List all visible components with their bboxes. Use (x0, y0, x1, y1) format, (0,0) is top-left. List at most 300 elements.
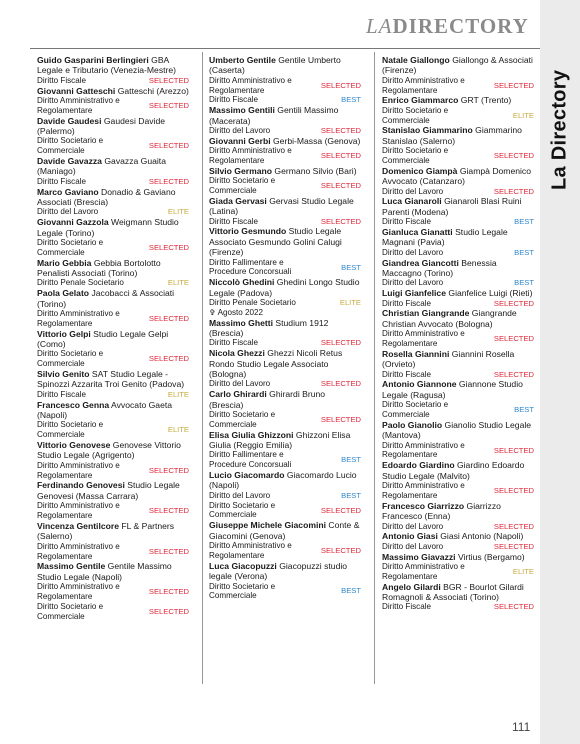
lawyer-name: Antonio Giasi (382, 531, 438, 542)
lawyer-name: Rosella Giannini (382, 348, 450, 359)
ranking-badge: SELECTED (148, 354, 189, 364)
section-label: La Directory (548, 69, 571, 191)
firm-name: Giarrizzo Francesco (Enna) (382, 500, 501, 522)
ranking-badge: SELECTED (148, 141, 189, 151)
entry-heading (382, 552, 534, 562)
directory-entry (382, 95, 534, 125)
ranking-badge: SELECTED (148, 75, 189, 85)
practice-area: Diritto del Lavoro (382, 247, 444, 257)
firm-name: GBA Legale e Tributario (Venezia-Mestre) (37, 55, 177, 76)
entry-note: ✞ Agosto 2022 (209, 307, 264, 317)
page-number: 111 (512, 720, 531, 734)
practice-row (37, 390, 189, 400)
practice-area: Diritto del Lavoro (209, 126, 271, 136)
directory-entry (382, 501, 534, 532)
lawyer-name: Silvio Germano (209, 165, 273, 176)
practice-row (209, 76, 361, 96)
ranking-badge: ELITE (512, 110, 534, 120)
practice-area: Diritto Fiscale (209, 216, 259, 226)
practice-row (37, 582, 189, 602)
ranking-badge: SELECTED (320, 545, 361, 555)
ranking-badge: SELECTED (320, 338, 361, 348)
directory-entry (382, 582, 534, 613)
entry-heading (37, 480, 189, 501)
lawyer-name: Christian Giangrande (382, 308, 470, 319)
entry-heading (382, 125, 534, 146)
practice-row (209, 146, 361, 166)
lawyer-name: Giada Gervasi (209, 195, 267, 206)
practice-area: Diritto del Lavoro (209, 490, 271, 500)
entry-heading (209, 277, 361, 298)
directory-column-1 (37, 55, 189, 621)
directory-entry (382, 349, 534, 380)
practice-area: Diritto Fiscale (382, 369, 432, 379)
entry-heading (382, 582, 534, 603)
ranking-badge: BEST (514, 278, 534, 288)
practice-row (37, 461, 189, 481)
firm-name: Avvocato Gaeta (Napoli) (37, 399, 173, 421)
column-divider (202, 52, 203, 684)
practice-row (209, 217, 361, 227)
firm-name: Benessia Maccagno (Torino) (382, 257, 497, 279)
ranking-badge: BEST (341, 95, 361, 105)
directory-entry (382, 166, 534, 197)
entry-heading (209, 520, 361, 541)
practice-area: Diritto del Lavoro (382, 521, 444, 531)
firm-name: Ghezzi Nicoli Retus Rondo Studio Legale Associato (Bologna) (209, 348, 343, 380)
practice-row (382, 602, 534, 612)
ranking-badge: SELECTED (320, 216, 361, 226)
practice-row (37, 76, 189, 86)
firm-name: Germano Silvio (Bari) (272, 165, 357, 176)
entry-heading (37, 400, 189, 421)
directory-entry (382, 531, 534, 551)
directory-entry (37, 288, 189, 328)
practice-area: Diritto Fiscale (382, 602, 432, 612)
practice-row (382, 400, 534, 420)
practice-row (209, 491, 361, 501)
practice-area: Diritto Amministrativo e Regolamentare (382, 75, 465, 95)
practice-row (209, 126, 361, 136)
practice-row (209, 258, 361, 278)
entry-heading (209, 430, 361, 451)
lawyer-name: Giuseppe Michele Giacomini (209, 520, 327, 531)
entry-heading (209, 470, 361, 491)
ranking-badge: SELECTED (148, 506, 189, 516)
ranking-badge: SELECTED (493, 602, 534, 612)
practice-area: Diritto Fiscale (209, 95, 259, 105)
ranking-badge: SELECTED (320, 181, 361, 191)
practice-area: Diritto Societario e Commerciale (209, 410, 276, 429)
firm-name: Gervasi Studio Legale (Latina) (209, 195, 354, 217)
ranking-badge: SELECTED (148, 176, 189, 186)
practice-area: Diritto Fiscale (37, 389, 87, 399)
directory-entry (37, 156, 189, 187)
entry-heading (382, 196, 534, 217)
entry-heading (209, 561, 361, 582)
directory-entry (209, 226, 361, 277)
practice-area: Diritto Fallimentare e Procedure Concorsuali (209, 450, 292, 470)
directory-column-2 (209, 55, 361, 601)
ranking-badge: SELECTED (148, 100, 189, 110)
practice-row (382, 248, 534, 258)
firm-name: Gianfelice Luigi (Rieti) (446, 288, 533, 299)
firm-name: Gianaroli Blasi Ruini Parenti (Modena) (382, 196, 522, 217)
lawyer-name: Giovanni Gazzola (37, 217, 109, 228)
entry-heading (209, 136, 361, 146)
masthead-main: DIRECTORY (392, 14, 529, 38)
entry-heading (37, 187, 189, 208)
practice-row (209, 450, 361, 470)
lawyer-name: Vittorio Gelpi (37, 328, 91, 339)
lawyer-name: Umberto Gentile (209, 55, 276, 65)
ranking-badge: SELECTED (148, 587, 189, 596)
practice-area: Diritto Societario e Commerciale (209, 176, 276, 196)
lawyer-name: Niccolò Ghedini (209, 277, 275, 288)
ranking-badge: SELECTED (320, 505, 361, 515)
practice-area: Diritto Amministrativo e Regolamentare (209, 75, 292, 95)
firm-name: Jacobacci & Associati (Torino) (37, 288, 175, 309)
entry-heading (37, 258, 189, 279)
lawyer-name: Paola Gelato (37, 288, 90, 299)
lawyer-name: Antonio Giannone (382, 379, 457, 390)
firm-name: Weigmann Studio Legale (Torino) (37, 217, 179, 238)
practice-row (382, 299, 534, 309)
masthead-prefix: LA (366, 14, 393, 38)
practice-area: Diritto Amministrativo e Regolamentare (209, 146, 292, 166)
directory-entry (209, 470, 361, 520)
ranking-badge: ELITE (167, 425, 189, 435)
ranking-badge: BEST (341, 262, 361, 272)
directory-entry (382, 308, 534, 348)
directory-entry (209, 55, 361, 105)
firm-name: Studio Legale Associato Gesmundo Golini Calugi (Firenze) (209, 226, 342, 258)
directory-entry (37, 329, 189, 369)
lawyer-name: Silvio Genito (37, 369, 90, 380)
directory-entry (209, 561, 361, 601)
entry-heading (209, 105, 361, 126)
practice-row (37, 177, 189, 187)
firm-name: Gentile Umberto (Caserta) (209, 55, 341, 76)
practice-area: Diritto Societario e Commerciale (382, 400, 449, 420)
firm-name: Gerbi-Massa (Genova) (270, 135, 361, 146)
practice-row (209, 379, 361, 389)
practice-area: Diritto Amministrativo e Regolamentare (37, 541, 120, 561)
lawyer-name: Ferdinando Genovesi (37, 480, 125, 491)
ranking-badge: SELECTED (320, 80, 361, 90)
lawyer-name: Giandrea Giancotti (382, 257, 459, 268)
practice-area: Diritto Amministrativo e Regolamentare (37, 460, 120, 480)
firm-name: Ghirardi Bruno (Brescia) (209, 389, 326, 410)
entry-heading (382, 501, 534, 522)
entry-heading (37, 55, 189, 76)
practice-area: Diritto Penale Societario (209, 298, 296, 308)
ranking-badge: ELITE (167, 207, 189, 217)
directory-entry (209, 348, 361, 389)
firm-name: Studio Legale Gelpi (Como) (37, 328, 169, 350)
ranking-badge: SELECTED (320, 126, 361, 136)
directory-entry (209, 430, 361, 470)
firm-name: Giacopuzzi studio legale (Verona) (209, 560, 348, 582)
lawyer-name: Domenico Giampà (382, 165, 458, 176)
ranking-badge: ELITE (339, 298, 361, 308)
practice-area: Diritto Penale Societario (37, 278, 124, 288)
firm-name: Gentile Massimo Studio Legale (Napoli) (37, 561, 172, 582)
lawyer-name: Guido Gasparini Berlingieri (37, 55, 149, 65)
ranking-badge: SELECTED (148, 606, 189, 616)
practice-area: Diritto Societario e Commerciale (209, 500, 276, 520)
entry-heading (382, 288, 534, 298)
directory-column-3 (382, 55, 534, 612)
entry-heading (382, 349, 534, 370)
lawyer-name: Vittorio Gesmundo (209, 226, 287, 237)
practice-area: Diritto Fallimentare e Procedure Concorsuali (209, 257, 292, 277)
practice-row (209, 95, 361, 105)
firm-name: Studio Legale Magnani (Pavia) (382, 227, 508, 248)
practice-row (382, 146, 534, 166)
practice-row (37, 207, 189, 217)
practice-row (382, 106, 534, 126)
practice-area: Diritto Amministrativo e Regolamentare (37, 96, 120, 115)
directory-entry (209, 389, 361, 429)
directory-entry (209, 277, 361, 317)
lawyer-name: Lucio Giacomardo (209, 470, 285, 481)
directory-entry (382, 420, 534, 460)
firm-name: Gaudesi Davide (Palermo) (37, 115, 166, 137)
directory-entry (37, 55, 189, 86)
ranking-badge: SELECTED (320, 414, 361, 424)
lawyer-name: Massimo Giavazzi (382, 551, 456, 562)
ranking-badge: ELITE (512, 566, 534, 576)
entry-heading (382, 531, 534, 541)
entry-heading (209, 348, 361, 379)
entry-heading (37, 369, 189, 390)
practice-row (37, 542, 189, 562)
firm-name: Gentili Massimo (Macerata) (209, 105, 339, 126)
practice-area: Diritto Amministrativo e Regolamentare (382, 440, 465, 460)
entry-heading (382, 420, 534, 441)
entry-heading (37, 288, 189, 309)
ranking-badge: BEST (341, 490, 361, 500)
entry-heading (382, 95, 534, 105)
practice-row (37, 96, 189, 116)
firm-name: Ghedini Longo Studio Legale (Padova) (209, 277, 360, 298)
practice-row (382, 522, 534, 532)
lawyer-name: Nicola Ghezzi (209, 348, 265, 359)
practice-area: Diritto Societario e Commerciale (382, 146, 449, 166)
firm-name: Giannini Rosella (Orvieto) (382, 348, 515, 370)
lawyer-name: Vincenza Gentilcore (37, 520, 119, 531)
practice-row (209, 582, 361, 602)
entry-heading (37, 86, 189, 96)
lawyer-name: Paolo Gianolio (382, 419, 443, 430)
lawyer-name: Elisa Giulia Ghizzoni (209, 429, 294, 440)
ranking-badge: SELECTED (493, 151, 534, 161)
masthead-title (366, 14, 529, 38)
ranking-badge: SELECTED (493, 186, 534, 196)
ranking-badge: SELECTED (148, 313, 189, 323)
header-rule (30, 48, 540, 49)
ranking-badge: SELECTED (493, 334, 534, 344)
firm-name: Giammarino Stanislao (Salerno) (382, 125, 522, 146)
firm-name: Giardino Edoardo Studio Legale (Malvito) (382, 460, 525, 481)
practice-row (382, 370, 534, 380)
magazine-masthead (366, 14, 536, 40)
entry-heading (209, 226, 361, 257)
ranking-badge: SELECTED (493, 298, 534, 308)
practice-row (37, 238, 189, 258)
firm-name: Giacomardo Lucio (Napoli) (209, 470, 357, 491)
entry-heading (209, 166, 361, 176)
directory-entry (382, 196, 534, 227)
lawyer-name: Mario Gebbia (37, 257, 92, 268)
entry-heading (382, 227, 534, 248)
lawyer-name: Angelo Gilardi (382, 581, 441, 592)
practice-row (382, 278, 534, 288)
directory-entry (37, 400, 189, 440)
practice-row (209, 541, 361, 561)
directory-entry (382, 258, 534, 289)
entry-heading (209, 55, 361, 76)
directory-entry (209, 166, 361, 196)
directory-entry (382, 460, 534, 500)
practice-row (209, 298, 361, 308)
directory-entry (37, 369, 189, 400)
directory-entry (382, 227, 534, 258)
practice-row (209, 338, 361, 348)
practice-area: Diritto Societario e Commerciale (37, 420, 104, 440)
practice-area: Diritto Amministrativo e Regolamentare (382, 481, 465, 500)
lawyer-name: Luca Gianaroli (382, 196, 442, 207)
practice-area: Diritto del Lavoro (382, 186, 444, 196)
directory-entry (209, 196, 361, 227)
directory-entry (37, 86, 189, 116)
entry-heading (37, 329, 189, 350)
ranking-badge: SELECTED (493, 445, 534, 455)
entry-heading (37, 116, 189, 137)
firm-name: BGR - Bourlot Gilardi Romagnoli & Associati (Torino) (382, 581, 524, 602)
practice-area: Diritto Societario e Commerciale (37, 238, 104, 257)
lawyer-name: Marco Gaviano (37, 186, 99, 197)
directory-entry (382, 288, 534, 308)
firm-name: Virtius (Bergamo) (455, 551, 525, 562)
entry-heading (382, 460, 534, 481)
entry-heading (209, 196, 361, 217)
firm-name: Gebbia Bortolotto Penalisti Associati (Torino) (37, 257, 161, 279)
practice-row (37, 136, 189, 156)
lawyer-name: Giovanni Gerbi (209, 135, 271, 146)
practice-area: Diritto Fiscale (37, 75, 87, 85)
firm-name: Studium 1912 (Brescia) (209, 317, 329, 339)
directory-entry (37, 561, 189, 621)
practice-area: Diritto Societario e Commerciale (37, 601, 104, 621)
practice-row (382, 217, 534, 227)
practice-area: Diritto Amministrativo e Regolamentare (37, 309, 120, 328)
firm-name: Giangrande Christian Avvocato (Bologna) (382, 308, 517, 329)
lawyer-name: Gianluca Gianatti (382, 227, 453, 238)
practice-area: Diritto del Lavoro (209, 379, 271, 389)
firm-name: Gianolio Studio Legale (Mantova) (382, 419, 532, 441)
firm-name: Gavazza Guaita (Maniago) (37, 156, 166, 177)
entry-heading (37, 440, 189, 461)
practice-area: Diritto Amministrativo e Regolamentare (382, 329, 465, 349)
practice-area: Diritto Societario e Commerciale (37, 136, 104, 156)
practice-row (37, 309, 189, 329)
ranking-badge: SELECTED (493, 80, 534, 90)
practice-area: Diritto Fiscale (37, 176, 87, 186)
directory-entry (382, 55, 534, 95)
ranking-badge: SELECTED (493, 369, 534, 379)
practice-area: Diritto Fiscale (382, 217, 432, 227)
practice-row (209, 410, 361, 430)
directory-entry (37, 187, 189, 218)
lawyer-name: Massimo Gentile (37, 561, 106, 572)
directory-entry (37, 440, 189, 480)
firm-name: FL & Partners (Salerno) (37, 520, 175, 542)
entry-heading (382, 308, 534, 329)
lawyer-name: Natale Giallongo (382, 55, 450, 65)
lawyer-name: Davide Gaudesi (37, 115, 102, 126)
section-sidebar (540, 0, 580, 744)
ranking-badge: BEST (514, 247, 534, 257)
practice-row (37, 420, 189, 440)
lawyer-name: Massimo Ghetti (209, 317, 273, 328)
practice-row (382, 76, 534, 96)
ranking-badge: SELECTED (148, 465, 189, 475)
lawyer-name: Davide Gavazza (37, 156, 102, 167)
directory-entry (382, 125, 534, 165)
directory-entry (209, 105, 361, 136)
directory-entry (382, 552, 534, 582)
lawyer-name: Carlo Ghirardi (209, 389, 267, 400)
ranking-badge: SELECTED (320, 379, 361, 389)
ranking-badge: BEST (341, 455, 361, 465)
entry-heading (37, 561, 189, 582)
lawyer-name: Francesco Giarrizzo (382, 500, 465, 511)
lawyer-name: Luca Giacopuzzi (209, 560, 277, 571)
practice-row (209, 176, 361, 196)
firm-name: Donadio & Gaviano Associati (Brescia) (37, 186, 176, 208)
entry-heading (382, 379, 534, 400)
practice-row (382, 441, 534, 461)
ranking-badge: ELITE (167, 278, 189, 288)
practice-row (37, 349, 189, 369)
directory-entry (37, 217, 189, 257)
firm-name: Studio Legale Genovesi (Massa Carrara) (37, 480, 180, 501)
lawyer-name: Edoardo Giardino (382, 460, 455, 471)
practice-area: Diritto Societario e Commerciale (209, 581, 276, 601)
directory-entry (37, 480, 189, 520)
ranking-badge: ELITE (167, 389, 189, 399)
ranking-badge: SELECTED (148, 546, 189, 556)
ranking-badge: SELECTED (493, 485, 534, 495)
entry-heading (382, 166, 534, 187)
practice-area: Diritto Amministrativo e Regolamentare (37, 582, 120, 601)
firm-name: Giannone Studio Legale (Ragusa) (382, 379, 523, 400)
firm-name: Ghizzoni Elisa Giulia (Reggio Emilia) (209, 429, 351, 451)
practice-area: Diritto Fiscale (382, 298, 432, 308)
ranking-badge: SELECTED (320, 151, 361, 161)
practice-area: Diritto Societario e Commerciale (37, 349, 104, 369)
ranking-badge: SELECTED (148, 242, 189, 252)
directory-entry (37, 521, 189, 561)
lawyer-name: Francesco Genna (37, 399, 110, 410)
practice-area: Diritto Amministrativo e Regolamentare (209, 541, 292, 560)
ranking-badge: BEST (514, 405, 534, 415)
directory-entry (209, 136, 361, 166)
ranking-badge: BEST (514, 217, 534, 227)
firm-name: GRT (Trento) (458, 95, 512, 106)
